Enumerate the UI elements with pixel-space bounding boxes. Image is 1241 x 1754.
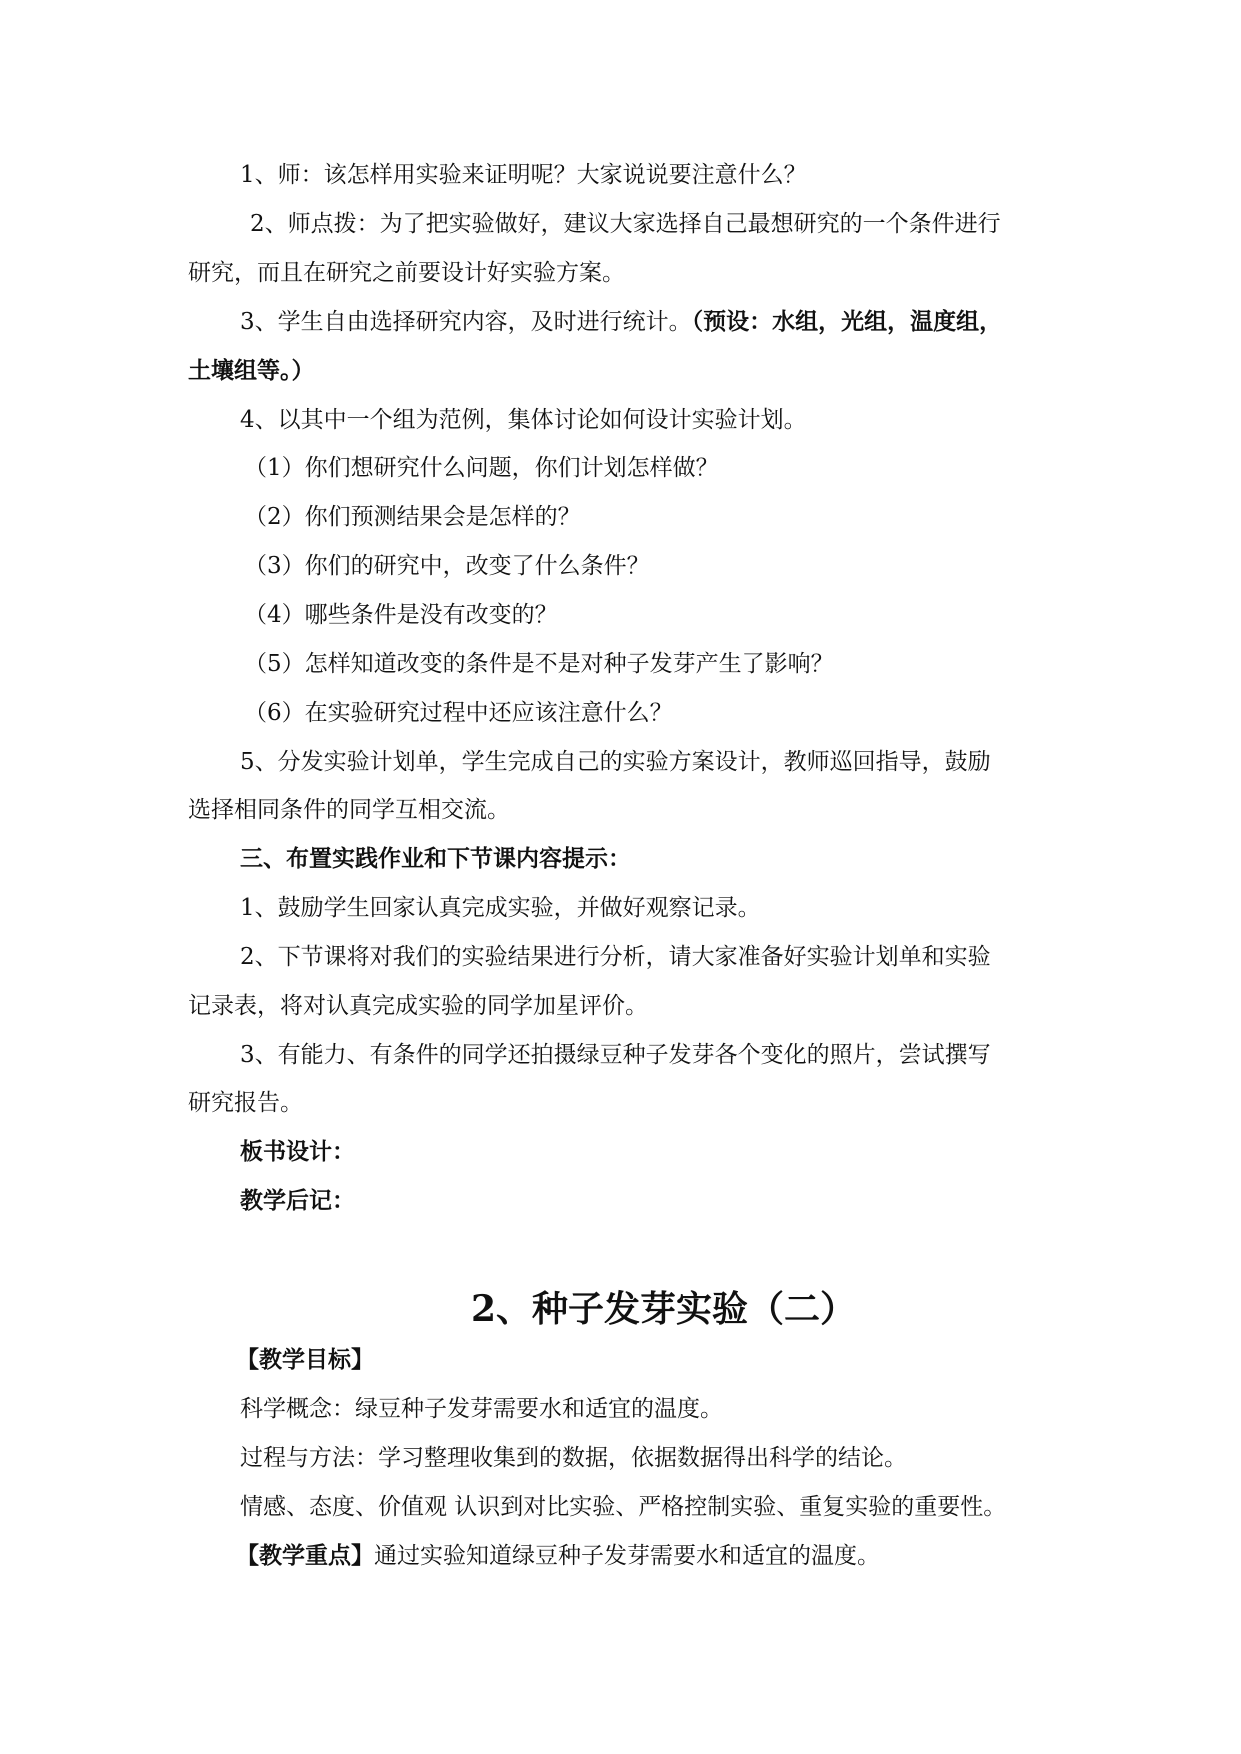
paragraph-teacher-question: 1、师：该怎样用实验来证明呢？大家说说要注意什么？ [240,162,807,188]
paragraph-homework-2-line2: 记录表，将对认真完成实验的同学加星评价。 [188,993,648,1019]
paragraph-homework-2-line1: 2、下节课将对我们的实验结果进行分析，请大家准备好实验计划单和实验 [240,944,991,970]
question-item-4: （4）哪些条件是没有改变的？ [244,602,558,628]
paragraph-student-choice-line1 [240,307,1002,337]
question-item-1: （1）你们想研究什么问题，你们计划怎样做？ [244,455,719,481]
paragraph-teacher-guidance-line2: 研究，而且在研究之前要设计好实验方案。 [188,260,625,286]
paragraph-group-example: 4、以其中一个组为范例，集体讨论如何设计实验计划。 [240,407,807,433]
goal-science-concept: 科学概念：绿豆种子发芽需要水和适宜的温度。 [240,1396,723,1422]
paragraph-homework-3-line2: 研究报告。 [188,1090,303,1116]
preset-groups-text: （预设：水组，光组，温度组， [691,308,1003,335]
teaching-key-text: 通过实验知道绿豆种子发芽需要水和适宜的温度。 [374,1543,880,1569]
goal-process-method: 过程与方法：学习整理收集到的数据，依据数据得出科学的结论。 [240,1445,907,1471]
paragraph-plan-sheet-line1: 5、分发实验计划单，学生完成自己的实验方案设计，教师巡回指导，鼓励 [240,749,991,775]
question-item-5: （5）怎样知道改变的条件是不是对种子发芽产生了影响？ [244,651,834,677]
question-item-6: （6）在实验研究过程中还应该注意什么？ [244,700,673,726]
paragraph-homework-1: 1、鼓励学生回家认真完成实验，并做好观察记录。 [240,895,761,921]
board-design-label: 板书设计： [240,1138,355,1165]
section-heading-homework: 三、布置实践作业和下节课内容提示： [240,845,631,872]
teaching-goals-heading: 【教学目标】 [236,1346,374,1373]
student-choice-text: 3、学生自由选择研究内容，及时进行统计。 [240,309,692,335]
teaching-notes-label: 教学后记： [240,1187,355,1214]
goal-attitude-values: 情感、态度、价值观 认识到对比实验、严格控制实验、重复实验的重要性。 [240,1494,1007,1520]
question-item-3: （3）你们的研究中，改变了什么条件？ [244,553,650,579]
lesson-title: 2、种子发芽实验（二） [470,1288,857,1330]
teaching-key-point [236,1541,880,1571]
paragraph-teacher-guidance-line1: 2、师点拨：为了把实验做好，建议大家选择自己最想研究的一个条件进行 [250,211,1001,237]
paragraph-homework-3-line1: 3、有能力、有条件的同学还拍摄绿豆种子发芽各个变化的照片，尝试撰写 [240,1042,991,1068]
question-item-2: （2）你们预测结果会是怎样的？ [244,504,581,530]
paragraph-student-choice-line2: 土壤组等。） [188,357,315,384]
teaching-key-heading: 【教学重点】 [236,1542,374,1569]
paragraph-plan-sheet-line2: 选择相同条件的同学互相交流。 [188,797,510,823]
